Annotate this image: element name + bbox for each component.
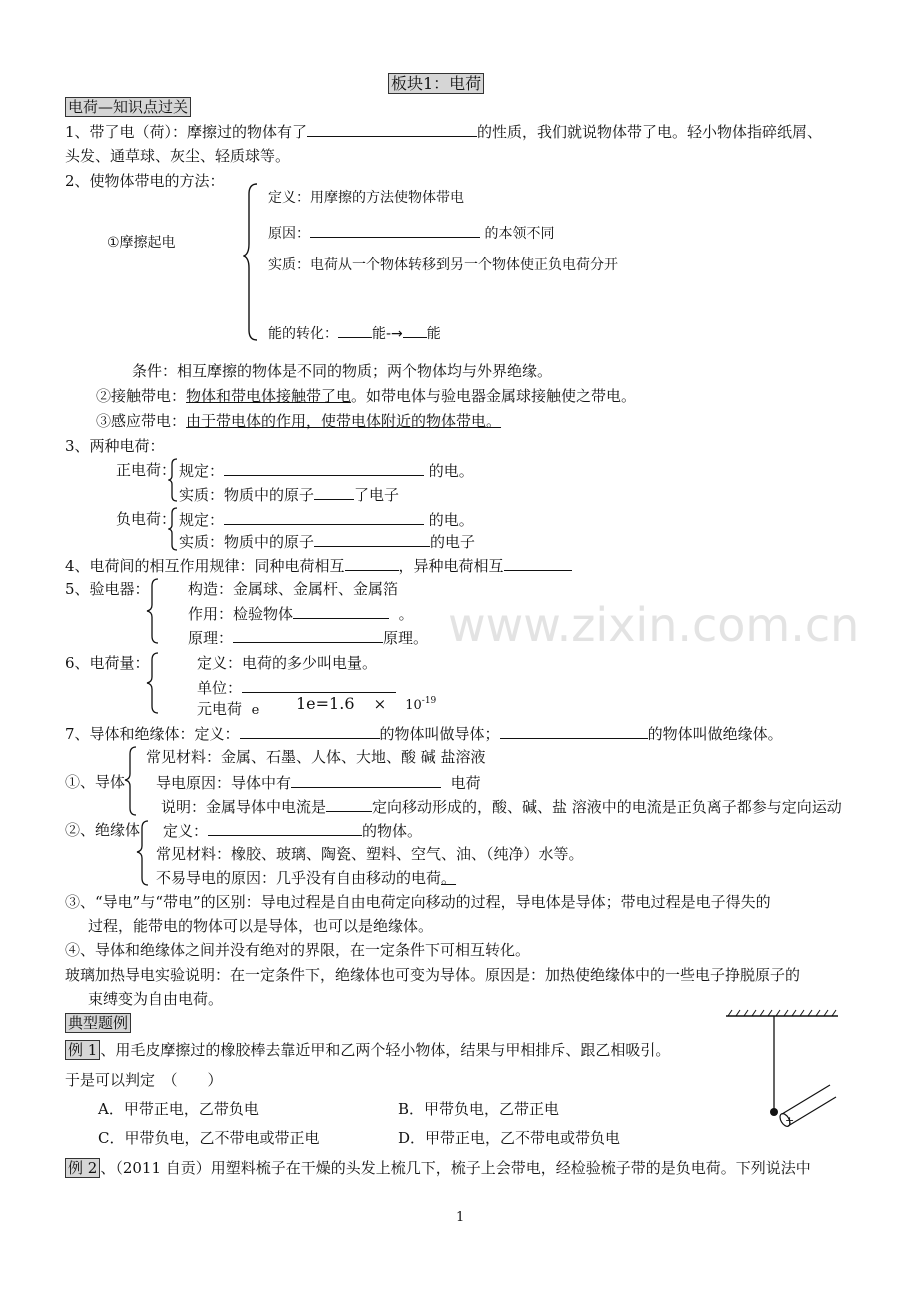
conductor-reason-a: 导电原因：导体中有 bbox=[156, 774, 292, 792]
conductor-reason-b: 电荷 bbox=[450, 774, 481, 792]
negative-essence-b: 的电子 bbox=[430, 533, 476, 551]
item-7-c: 的物体叫做绝缘体。 bbox=[647, 725, 783, 743]
conductor-reason bbox=[156, 773, 481, 792]
positive-essence bbox=[179, 485, 399, 504]
elementary-charge-value bbox=[296, 694, 436, 714]
example-1 bbox=[65, 1041, 670, 1059]
negative-rule bbox=[179, 510, 474, 529]
insulator-reason-a: 不易导电的原因：几乎没有自由移动的电荷 bbox=[156, 869, 442, 887]
insulator-materials: 常见材料：橡胶、玻璃、陶瓷、塑料、空气、油、（纯净）水等。 bbox=[156, 845, 584, 863]
insulator-reason-end: 。 bbox=[441, 869, 457, 887]
blank bbox=[242, 678, 396, 693]
negative-rule-a: 规定： bbox=[179, 511, 225, 529]
conductor-note-b: 定向移动形成的，酸、碱、盐 溶液中的电流是正负离子都参与定向运动 bbox=[372, 798, 842, 816]
elementary-charge bbox=[197, 700, 259, 719]
option-b: B．甲带负电，乙带正电 bbox=[398, 1100, 560, 1118]
insulator-reason bbox=[156, 869, 456, 887]
conductor-materials: 常见材料：金属、石墨、人体、大地、酸 碱 盐溶液 bbox=[146, 748, 486, 766]
blank bbox=[208, 821, 362, 836]
item-3-heading: 3、两种电荷： bbox=[65, 437, 165, 455]
brace-friction bbox=[243, 182, 263, 342]
blank bbox=[224, 510, 424, 525]
item-4-b: ，异种电荷相互 bbox=[398, 557, 504, 575]
blank bbox=[291, 773, 441, 788]
option-c: C．甲带负电，乙不带电或带正电 bbox=[98, 1129, 320, 1147]
item-1-line-2: 头发、通草球、灰尘、轻质球等。 bbox=[65, 147, 291, 165]
example-1-label: 例 1 bbox=[65, 1040, 100, 1060]
electroscope-structure: 构造：金属球、金属杆、金属箔 bbox=[188, 580, 399, 598]
page-title: 板块1：电荷 bbox=[388, 73, 484, 94]
positive-rule bbox=[179, 461, 474, 480]
item-4 bbox=[65, 556, 572, 575]
positive-essence-a: 实质：物质中的原子 bbox=[179, 486, 315, 504]
watermark: www.zixin.com.cn bbox=[448, 598, 860, 652]
item-7-a: 7、导体和绝缘体：定义： bbox=[65, 725, 240, 743]
energy-c: 能 bbox=[426, 326, 441, 342]
electroscope-principle-a: 原理： bbox=[188, 629, 234, 647]
brace-conductor bbox=[124, 746, 140, 816]
contact-charging bbox=[96, 387, 636, 405]
friction-definition: 定义：用摩擦的方法使物体带电 bbox=[268, 190, 464, 206]
blank bbox=[338, 323, 372, 338]
brace-insulator bbox=[136, 820, 152, 886]
boundary-statement: ④、导体和绝缘体之间并没有绝对的界限，在一定条件下可相互转化。 bbox=[65, 941, 531, 959]
charge-quantity-definition: 定义：电荷的多少叫电量。 bbox=[197, 654, 378, 672]
friction-energy bbox=[268, 323, 441, 343]
elementary-charge-value-a: 1e=1.6 bbox=[296, 694, 355, 713]
blank bbox=[500, 724, 648, 739]
positive-rule-a: 规定： bbox=[179, 462, 225, 480]
option-a: A．甲带正电，乙带负电 bbox=[98, 1100, 259, 1118]
conductor-note bbox=[161, 797, 842, 816]
blank bbox=[403, 323, 427, 338]
electroscope-principle bbox=[188, 628, 428, 647]
item-2-heading: 2、使物体带电的方法： bbox=[65, 172, 225, 190]
pendulum-ball bbox=[770, 1108, 778, 1116]
contact-c: 。如带电体与验电器金属球接触使之带电。 bbox=[351, 387, 637, 405]
friction-condition: 条件：相互摩擦的物体是不同的物质；两个物体均与外界绝缘。 bbox=[132, 362, 553, 380]
electroscope-principle-b: 原理。 bbox=[383, 629, 429, 647]
conductor-label: ①、导体 bbox=[65, 773, 126, 791]
contact-a: ②接触带电： bbox=[96, 387, 187, 405]
induction-a: ③感应带电： bbox=[96, 412, 187, 430]
item-1-text-b: 的性质，我们就说物体带了电。轻小物体指碎纸屑、 bbox=[477, 123, 823, 141]
difference-line-1: ③、“导电”与“带电”的区别：导电过程是自由电荷定向移动的过程，导电体是导体；带电过程是电子得失的 bbox=[65, 893, 771, 911]
pendulum-diagram bbox=[722, 1008, 842, 1136]
section-heading-knowledge: 电荷—知识点过关 bbox=[65, 97, 191, 117]
section-heading-examples: 典型题例 bbox=[65, 1013, 131, 1033]
positive-essence-b: 了电子 bbox=[354, 486, 400, 504]
blank bbox=[345, 556, 399, 571]
elementary-charge-label: 元电荷 bbox=[197, 700, 243, 718]
electroscope-use-b: 。 bbox=[398, 605, 414, 623]
example-2-label: 例 2 bbox=[65, 1158, 100, 1178]
example-1-text: 、用毛皮摩擦过的橡胶棒去靠近甲和乙两个轻小物体，结果与甲相排斥、跟乙相吸引。 bbox=[100, 1041, 671, 1059]
friction-reason-a: 原因： bbox=[268, 226, 310, 242]
brace-charge-quantity bbox=[146, 652, 162, 714]
glass-experiment-line-2: 束缚变为自由电荷。 bbox=[88, 990, 224, 1008]
blank bbox=[314, 485, 354, 500]
insulator-definition bbox=[163, 821, 422, 840]
electroscope-use bbox=[188, 604, 414, 623]
blank bbox=[224, 461, 424, 476]
conductor-note-a: 说明：金属导体中电流是 bbox=[161, 798, 327, 816]
difference-line-2: 过程，能带电的物体可以是导体，也可以是绝缘体。 bbox=[88, 917, 434, 935]
friction-essence: 实质：电荷从一个物体转移到另一个物体使正负电荷分开 bbox=[268, 257, 618, 273]
item-5-label: 5、验电器： bbox=[65, 580, 150, 598]
friction-label: ①摩擦起电 bbox=[107, 235, 176, 251]
unit-label: 单位： bbox=[197, 679, 243, 697]
positive-rule-b: 的电。 bbox=[428, 462, 474, 480]
blank bbox=[504, 556, 572, 571]
blank bbox=[307, 122, 477, 137]
energy-a: 能的转化： bbox=[268, 326, 338, 342]
blank bbox=[233, 628, 383, 643]
rod-plus-sign: + bbox=[785, 1114, 795, 1127]
blank bbox=[326, 797, 372, 812]
item-1-text-a: 1、带了电（荷）：摩擦过的物体有了 bbox=[65, 123, 308, 141]
example-1-line-2: 于是可以判定 （ ） bbox=[65, 1071, 223, 1089]
example-2-text: 、（2011 自贡）用塑料梳子在干燥的头发上梳几下，梳子上会带电，经检验梳子带的是负电荷。下列说法中 bbox=[100, 1159, 811, 1177]
insulator-label: ②、绝缘体 bbox=[65, 821, 141, 839]
induction-b: 由于带电体的作用，使带电体附近的物体带电。 bbox=[186, 412, 502, 430]
friction-reason-b: 的本领不同 bbox=[484, 226, 555, 242]
electroscope-use-a: 作用：检验物体 bbox=[188, 605, 294, 623]
positive-charge-label: 正电荷： bbox=[116, 461, 177, 479]
negative-essence bbox=[179, 532, 475, 551]
item-6-label: 6、电荷量： bbox=[65, 654, 150, 672]
negative-charge-label: 负电荷： bbox=[116, 510, 177, 528]
item-7-b: 的物体叫做导体； bbox=[379, 725, 500, 743]
induction-charging bbox=[96, 412, 501, 430]
times-sign: × bbox=[373, 695, 387, 713]
page-number: 1 bbox=[456, 1210, 465, 1225]
item-4-a: 4、电荷间的相互作用规律：同种电荷相互 bbox=[65, 557, 345, 575]
blank bbox=[310, 223, 480, 238]
elementary-charge-e: e bbox=[251, 703, 260, 718]
item-7 bbox=[65, 724, 783, 743]
energy-b: 能-→ bbox=[372, 326, 403, 342]
glass-experiment-line-1: 玻璃加热导电实验说明：在一定条件下，绝缘体也可变为导体。原因是：加热使绝缘体中的一些电子挣脱原子的 bbox=[65, 966, 801, 984]
item-1-line-1 bbox=[65, 122, 822, 141]
power-base: 10 bbox=[405, 698, 422, 713]
negative-rule-b: 的电。 bbox=[428, 511, 474, 529]
option-d: D．甲带正电，乙不带电或带负电 bbox=[398, 1129, 621, 1147]
blank bbox=[314, 532, 430, 547]
blank bbox=[293, 604, 389, 619]
ceiling-hatch bbox=[726, 1010, 838, 1016]
brace-electroscope bbox=[146, 578, 162, 644]
contact-b: 物体和带电体接触带了电 bbox=[186, 387, 352, 405]
friction-reason bbox=[268, 223, 554, 243]
power-exponent: -19 bbox=[421, 696, 437, 706]
example-2 bbox=[65, 1159, 811, 1177]
negative-essence-a: 实质：物质中的原子 bbox=[179, 533, 315, 551]
insulator-definition-b: 的物体。 bbox=[362, 822, 423, 840]
blank bbox=[240, 724, 380, 739]
insulator-definition-a: 定义： bbox=[163, 822, 209, 840]
